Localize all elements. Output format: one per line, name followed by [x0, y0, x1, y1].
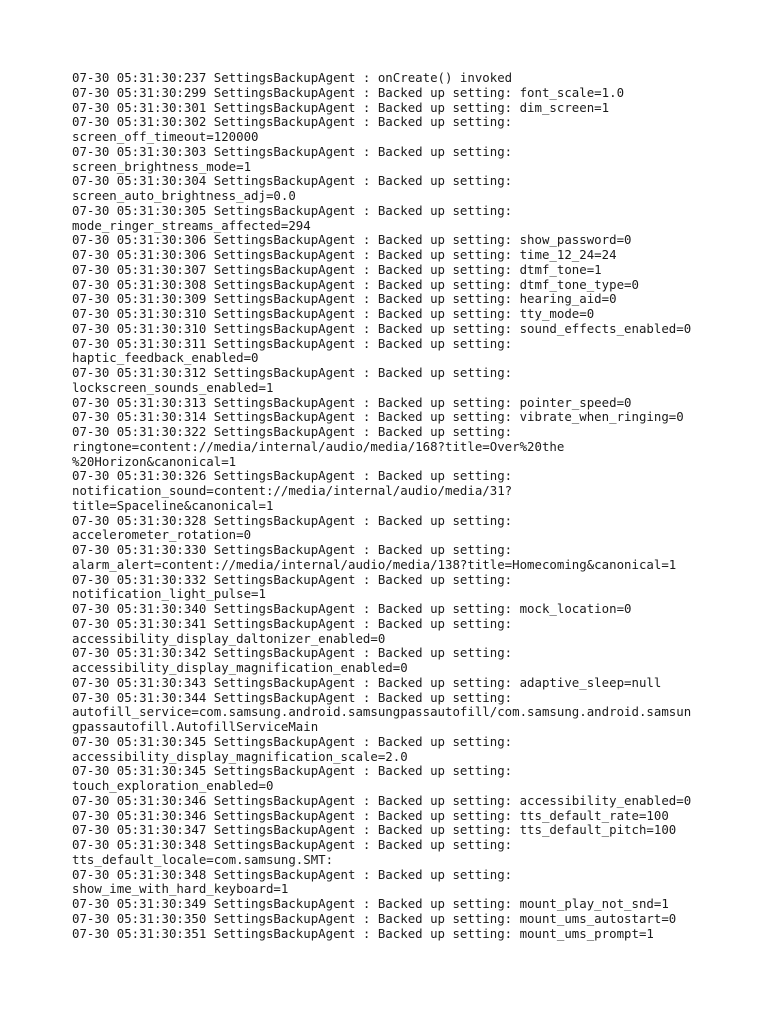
log-line: 07-30 05:31:30:347 SettingsBackupAgent : Backed up setting: tts_default_pitch=100 [72, 822, 677, 838]
log-line: accessibility_display_daltonizer_enabled=0 [72, 630, 386, 646]
log-line: ringtone=content://media/internal/audio/media/168?title=Over%20the [72, 438, 565, 454]
log-line: 07-30 05:31:30:345 SettingsBackupAgent : Backed up setting: [72, 763, 513, 779]
log-line: accelerometer_rotation=0 [72, 527, 252, 543]
log-line: 07-30 05:31:30:306 SettingsBackupAgent : Backed up setting: show_password=0 [72, 232, 632, 248]
log-line: title=Spaceline&canonical=1 [72, 497, 274, 513]
log-line: 07-30 05:31:30:237 SettingsBackupAgent : onCreate() invoked [72, 70, 513, 85]
log-line: 07-30 05:31:30:303 SettingsBackupAgent : Backed up setting: [72, 143, 513, 159]
log-line: 07-30 05:31:30:326 SettingsBackupAgent : Backed up setting: [72, 468, 513, 484]
log-line: 07-30 05:31:30:310 SettingsBackupAgent : Backed up setting: sound_effects_enabled=0 [72, 320, 692, 336]
log-line: 07-30 05:31:30:348 SettingsBackupAgent : Backed up setting: [72, 866, 513, 882]
log-line: 07-30 05:31:30:346 SettingsBackupAgent : Backed up setting: tts_default_rate=100 [72, 807, 669, 823]
log-line: 07-30 05:31:30:346 SettingsBackupAgent : Backed up setting: accessibility_enabled=0 [72, 792, 692, 808]
log-line: 07-30 05:31:30:305 SettingsBackupAgent : Backed up setting: [72, 202, 513, 218]
log-line: 07-30 05:31:30:343 SettingsBackupAgent : Backed up setting: adaptive_sleep=null [72, 674, 662, 690]
log-line: lockscreen_sounds_enabled=1 [72, 379, 274, 395]
log-line: 07-30 05:31:30:344 SettingsBackupAgent : Backed up setting: [72, 689, 513, 705]
log-line: %20Horizon&canonical=1 [72, 453, 237, 469]
log-line: 07-30 05:31:30:310 SettingsBackupAgent : Backed up setting: tty_mode=0 [72, 306, 595, 321]
log-line: tts_default_locale=com.samsung.SMT: [72, 851, 334, 867]
log-document [72, 71, 732, 941]
log-line: 07-30 05:31:30:332 SettingsBackupAgent : Backed up setting: [72, 571, 513, 587]
log-line: 07-30 05:31:30:348 SettingsBackupAgent : Backed up setting: [72, 837, 513, 852]
log-line: 07-30 05:31:30:342 SettingsBackupAgent : Backed up setting: [72, 645, 513, 661]
log-line: 07-30 05:31:30:349 SettingsBackupAgent : Backed up setting: mount_play_not_snd=1 [72, 896, 669, 911]
log-line: 07-30 05:31:30:304 SettingsBackupAgent : Backed up setting: [72, 173, 513, 189]
log-line: 07-30 05:31:30:350 SettingsBackupAgent : Backed up setting: mount_ums_autostart=0 [72, 910, 677, 926]
log-line: 07-30 05:31:30:340 SettingsBackupAgent : Backed up setting: mock_location=0 [72, 601, 632, 616]
log-line: 07-30 05:31:30:311 SettingsBackupAgent : Backed up setting: [72, 335, 513, 351]
log-line: 07-30 05:31:30:341 SettingsBackupAgent : Backed up setting: [72, 615, 513, 631]
log-line: 07-30 05:31:30:308 SettingsBackupAgent : Backed up setting: dtmf_tone_type=0 [72, 276, 639, 292]
log-line: accessibility_display_magnification_enabled=0 [72, 660, 408, 675]
log-line: screen_off_timeout=120000 [72, 129, 259, 144]
log-line: 07-30 05:31:30:314 SettingsBackupAgent : Backed up setting: vibrate_when_ringing=0 [72, 409, 684, 425]
log-line: autofill_service=com.samsung.android.samsungpassautofill/com.samsung.android.samsun [72, 704, 692, 720]
log-line: accessibility_display_magnification_scale=2.0 [72, 748, 408, 764]
log-line: 07-30 05:31:30:312 SettingsBackupAgent : Backed up setting: [72, 365, 513, 380]
log-line: 07-30 05:31:30:313 SettingsBackupAgent : Backed up setting: pointer_speed=0 [72, 394, 632, 410]
log-line: 07-30 05:31:30:302 SettingsBackupAgent : Backed up setting: [72, 114, 513, 130]
log-line: show_ime_with_hard_keyboard=1 [72, 881, 289, 897]
log-line: 07-30 05:31:30:351 SettingsBackupAgent : Backed up setting: mount_ums_prompt=1 [72, 925, 654, 941]
log-line: screen_auto_brightness_adj=0.0 [72, 188, 296, 203]
log-line: 07-30 05:31:30:299 SettingsBackupAgent : Backed up setting: font_scale=1.0 [72, 84, 625, 100]
log-line: 07-30 05:31:30:330 SettingsBackupAgent : Backed up setting: [72, 542, 513, 557]
log-line: 07-30 05:31:30:345 SettingsBackupAgent : Backed up setting: [72, 733, 513, 749]
log-line: notification_sound=content://media/internal/audio/media/31? [72, 483, 513, 498]
log-line: 07-30 05:31:30:309 SettingsBackupAgent : Backed up setting: hearing_aid=0 [72, 291, 617, 307]
log-line: touch_exploration_enabled=0 [72, 778, 274, 793]
log-line: 07-30 05:31:30:301 SettingsBackupAgent : Backed up setting: dim_screen=1 [72, 99, 610, 115]
log-line: 07-30 05:31:30:322 SettingsBackupAgent : Backed up setting: [72, 424, 513, 439]
log-line: alarm_alert=content://media/internal/audio/media/138?title=Homecoming&canonical=1 [72, 556, 677, 572]
log-line: 07-30 05:31:30:328 SettingsBackupAgent : Backed up setting: [72, 512, 513, 528]
log-line: notification_light_pulse=1 [72, 586, 266, 602]
log-line: screen_brightness_mode=1 [72, 158, 252, 174]
log-line: 07-30 05:31:30:307 SettingsBackupAgent : Backed up setting: dtmf_tone=1 [72, 261, 602, 277]
log-line: 07-30 05:31:30:306 SettingsBackupAgent : Backed up setting: time_12_24=24 [72, 247, 617, 262]
log-line: haptic_feedback_enabled=0 [72, 350, 259, 366]
log-line: mode_ringer_streams_affected=294 [72, 217, 311, 233]
log-line: gpassautofill.AutofillServiceMain [72, 719, 319, 734]
